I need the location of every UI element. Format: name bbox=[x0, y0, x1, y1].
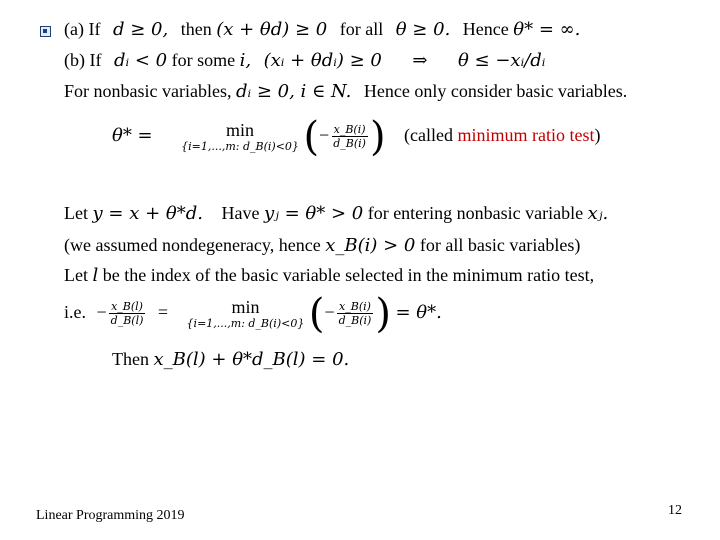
negation-sign: − bbox=[96, 302, 107, 322]
ie-rhs: = θ*. bbox=[395, 302, 442, 323]
ie-min-label: min bbox=[231, 297, 260, 318]
ratio-numerator: x_B(i) bbox=[333, 123, 366, 137]
right-paren: ) bbox=[369, 113, 386, 160]
xj-symbol: xⱼ. bbox=[587, 203, 609, 224]
case-b-line bbox=[64, 49, 545, 72]
case-b-expression: (xᵢ + θdᵢ) ≥ 0 bbox=[263, 50, 382, 71]
ie-right-paren: ) bbox=[375, 290, 391, 337]
case-a-forall: for all bbox=[339, 19, 384, 39]
l-symbol: l bbox=[92, 265, 99, 286]
ie-label: i.e. bbox=[64, 302, 86, 322]
yj-expression: yⱼ = θ* > 0 bbox=[263, 203, 364, 224]
called-close: ) bbox=[594, 125, 601, 145]
ie-ratio-denominator: d_B(i) bbox=[338, 314, 372, 328]
then-line bbox=[112, 348, 349, 371]
theta-star-lhs: θ* = bbox=[112, 125, 153, 146]
case-a-label: (a) If bbox=[64, 19, 101, 39]
case-a-hence: Hence bbox=[462, 19, 509, 39]
assumed-line bbox=[64, 234, 580, 257]
l-numerator: x_B(l) bbox=[111, 300, 143, 314]
let-equation: y = x + θ*d. bbox=[92, 203, 203, 224]
let-line bbox=[64, 202, 608, 225]
ie-min-operator bbox=[187, 297, 305, 330]
ie-ratio-fraction bbox=[337, 300, 374, 327]
case-a-line bbox=[64, 18, 580, 41]
ratio-denominator: d_B(i) bbox=[333, 137, 366, 151]
ie-ratio-numerator: x_B(i) bbox=[339, 300, 371, 314]
case-a-then: then bbox=[180, 19, 212, 39]
case-a-theta: θ ≥ 0. bbox=[395, 19, 451, 40]
assumed-text: (we assumed nondegeneracy, hence bbox=[64, 235, 321, 255]
assumed-expression: x_B(i) > 0 bbox=[325, 235, 416, 256]
let-text: Let bbox=[64, 203, 88, 223]
equals-sign: = bbox=[157, 302, 169, 322]
case-a-expression: (x + θd) ≥ 0 bbox=[216, 19, 328, 40]
case-b-condition: dᵢ < 0 bbox=[113, 50, 168, 71]
case-b-forsome: for some bbox=[171, 50, 236, 70]
nonbasic-text: For nonbasic variables, bbox=[64, 81, 232, 101]
nonbasic-condition: dᵢ ≥ 0, i ∈ N. bbox=[235, 81, 352, 102]
then-text: Then bbox=[112, 349, 149, 369]
minimum-ratio-test-term: minimum ratio test bbox=[457, 125, 595, 145]
min-subscript: {i=1,...,m: d_B(i)<0} bbox=[181, 140, 299, 154]
ratio-fraction bbox=[331, 123, 368, 150]
footer-course-title: Linear Programming 2019 bbox=[36, 508, 185, 523]
ratio-test-formula: θ* = min {i=1,...,m: d_B(i)<0} (− $\frac{x\_B(i)}{d\_B(i)}$ ) (called minimum ratio test) bbox=[112, 113, 601, 160]
entering-variable-text: for entering nonbasic variable bbox=[367, 203, 584, 223]
have-text: Have bbox=[221, 203, 260, 223]
ie-min-subscript: {i=1,...,m: d_B(i)<0} bbox=[186, 317, 305, 331]
case-a-result: θ* = ∞. bbox=[513, 19, 581, 40]
let-l-text: Let bbox=[64, 265, 88, 285]
nonbasic-conclusion: Hence only consider basic variables. bbox=[363, 81, 628, 101]
assumed-conclusion: for all basic variables) bbox=[419, 235, 581, 255]
case-b-result: θ ≤ −xᵢ/dᵢ bbox=[457, 50, 546, 71]
nonbasic-line bbox=[64, 80, 627, 103]
ie-formula: i.e. − $\frac{x\_B(l)}{d\_B(l)}$ = min {i=1,...,m: d_B(i)<0} (− $\frac{x\_B(i)}{d\_B(i)}$ ) = θ*. bbox=[64, 290, 442, 337]
page-number: 12 bbox=[668, 503, 682, 518]
case-b-index: i, bbox=[239, 50, 252, 71]
case-a-condition: d ≥ 0, bbox=[112, 19, 169, 40]
implies-icon: ⇒ bbox=[412, 50, 428, 70]
then-expression: x_B(l) + θ*d_B(l) = 0. bbox=[153, 349, 350, 370]
called-text: (called bbox=[404, 125, 454, 145]
let-l-line bbox=[64, 264, 594, 287]
min-label: min bbox=[226, 120, 255, 141]
let-l-description: be the index of the basic variable selected in the minimum ratio test, bbox=[102, 265, 595, 285]
min-operator bbox=[181, 120, 299, 153]
l-denominator: d_B(l) bbox=[110, 314, 144, 328]
l-fraction bbox=[109, 300, 146, 327]
ie-left-paren: ( bbox=[308, 290, 325, 337]
left-paren: ( bbox=[303, 113, 320, 160]
case-b-label: (b) If bbox=[64, 50, 102, 70]
bullet-icon bbox=[40, 26, 51, 37]
